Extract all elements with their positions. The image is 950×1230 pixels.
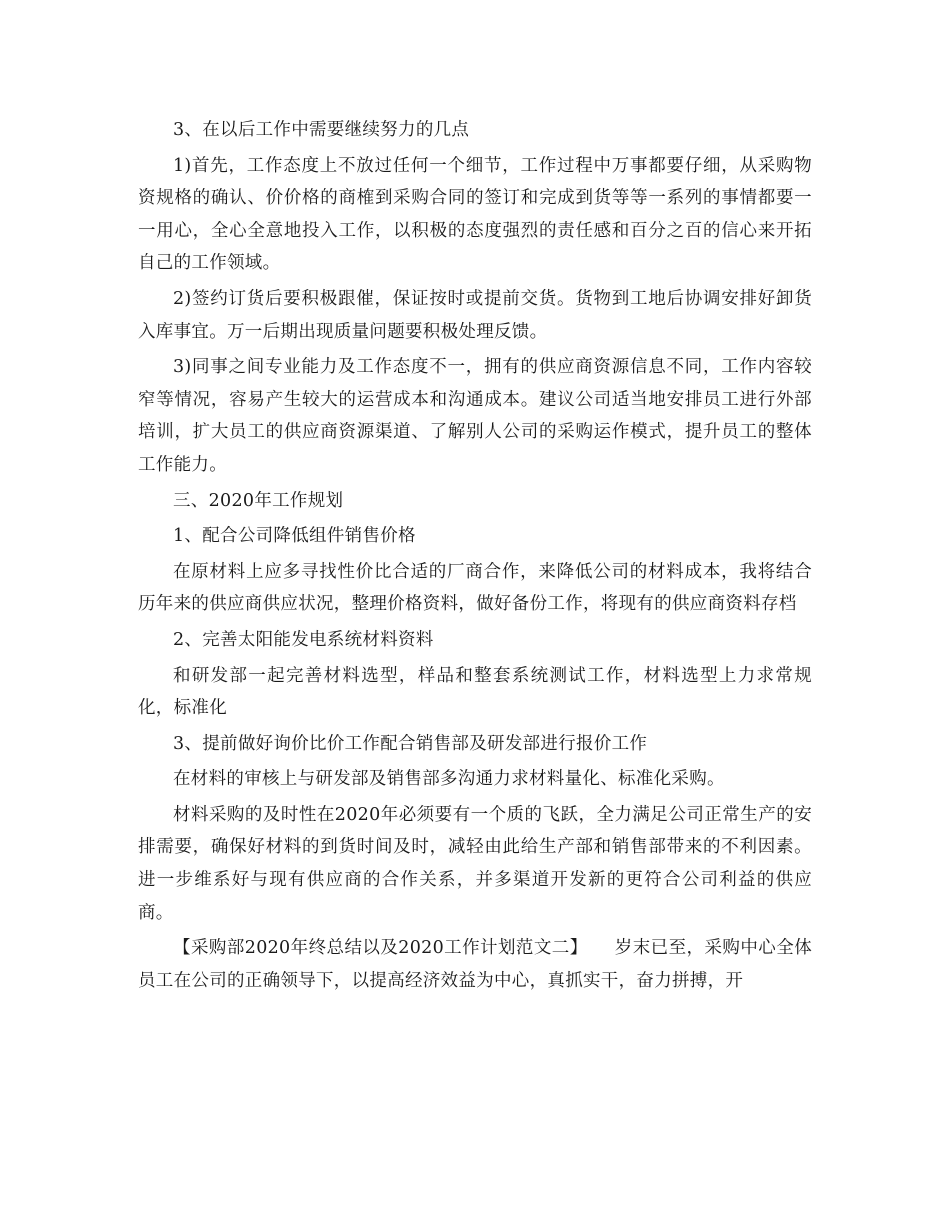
body-paragraph: 材料采购的及时性在2020年必须要有一个质的飞跃，全力满足公司正常生产的安排需要，确保好材料的到货时间及时，减轻由此给生产部和销售部带来的不利因素。进一步维系好与现有供应商的合作关系，并多渠道开发新的更符合公司利益的供应商。 (138, 804, 812, 923)
subsection-heading: 1、配合公司降低组件销售价格 (173, 526, 416, 547)
next-article-intro: 【采购部2020年终总结以及2020工作计划范文二】 岁末已至，采购中心全体员工在公司的正确领导下，以提高经济效益为中心，真抓实干，奋力拼搏，开 (138, 938, 812, 991)
body-paragraph: 在原材料上应多寻找性价比合适的厂商合作，来降低公司的材料成本，我将结合历年来的供应商供应状况，整理价格资料，做好备份工作，将现有的供应商资料存档 (138, 561, 812, 615)
subsection-heading: 2、完善太阳能发电系统材料资料 (173, 629, 434, 650)
document-body (138, 114, 812, 1000)
body-paragraph: 在材料的审核上与研发部及销售部多沟通力求材料量化、标准化采购。 (173, 769, 725, 790)
body-paragraph: 和研发部一起完善材料选型，样品和整套系统测试工作，材料选型上力求常规化，标准化 (138, 665, 812, 719)
section-heading: 3、在以后工作中需要继续努力的几点 (173, 120, 470, 140)
body-paragraph: 1)首先，工作态度上不放过任何一个细节，工作过程中万事都要仔细，从采购物资规格的确认、价价格的商榷到采购合同的签订和完成到货等等一系列的事情都要一一用心，全心全意地投入工作，以积极的态度强烈的责任感和百分之百的信心来开拓自己的工作领域。 (138, 155, 812, 274)
subsection-heading: 3、提前做好询价比价工作配合销售部及研发部进行报价工作 (173, 733, 648, 754)
section-heading: 三、2020年工作规划 (173, 490, 344, 511)
body-paragraph: 2)签约订货后要积极跟催，保证按时或提前交货。货物到工地后协调安排好卸货入库事宜。万一后期出现质量问题要积极处理反馈。 (138, 288, 812, 342)
body-paragraph: 3)同事之间专业能力及工作态度不一，拥有的供应商资源信息不同，工作内容较窄等情况，容易产生较大的运营成本和沟通成本。建议公司适当地安排员工进行外部培训，扩大员工的供应商资源渠道、了解别人公司的采购运作模式，提升员工的整体工作能力。 (138, 357, 812, 475)
